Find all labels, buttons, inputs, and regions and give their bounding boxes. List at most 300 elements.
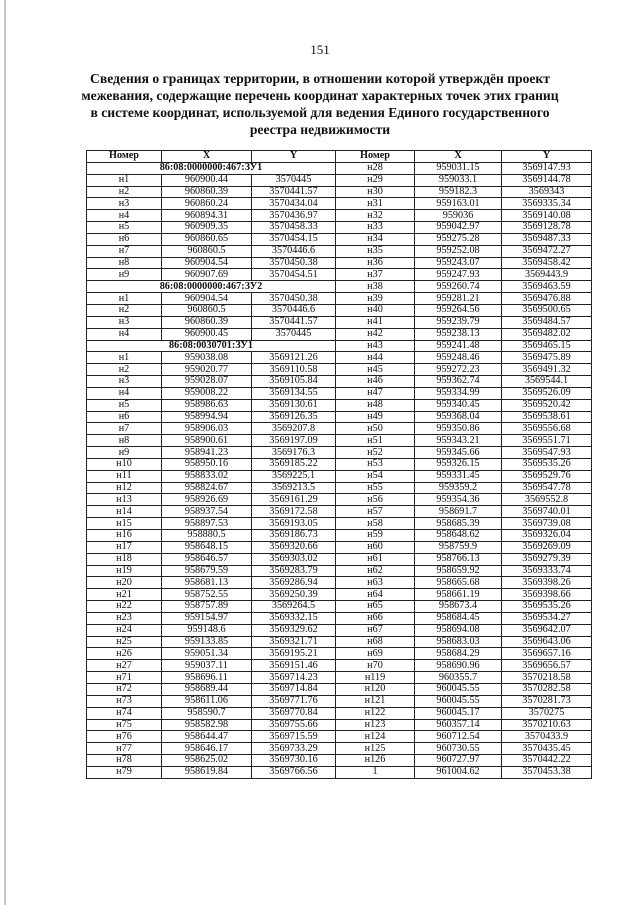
table-row [87, 293, 592, 305]
left-y-value: 3570445 [252, 174, 336, 186]
right-point-number: н121 [336, 695, 415, 707]
table-row [87, 482, 592, 494]
right-x-value: 959340.45 [415, 399, 502, 411]
table-row [87, 577, 592, 589]
left-x-value: 958648.15 [162, 541, 252, 553]
left-x-value: 958689.44 [162, 683, 252, 695]
scan-edge-line [4, 0, 6, 905]
section-cadastral-number: 86:08:0000000:467:ЗУ2 [87, 281, 336, 293]
left-x-value: 960860.5 [162, 304, 252, 316]
right-x-value: 959042.97 [415, 222, 502, 234]
left-point-number: н25 [87, 636, 162, 648]
right-y-value: 3569335.34 [502, 198, 592, 210]
left-x-value: 960900.44 [162, 174, 252, 186]
right-x-value: 960045.55 [415, 695, 502, 707]
table-row [87, 162, 592, 174]
left-y-value: 3569755.66 [252, 719, 336, 731]
right-y-value: 3569544.1 [502, 376, 592, 388]
left-y-value: 3569264.5 [252, 601, 336, 613]
right-y-value: 3569740.01 [502, 506, 592, 518]
right-x-value: 958684.45 [415, 612, 502, 624]
table-row [87, 636, 592, 648]
right-x-value: 959281.21 [415, 293, 502, 305]
header-y-right: Y [502, 151, 592, 163]
left-x-value: 960904.54 [162, 257, 252, 269]
table-row [87, 423, 592, 435]
coordinates-table [86, 150, 592, 779]
left-point-number: н5 [87, 222, 162, 234]
table-row [87, 316, 592, 328]
left-point-number: н7 [87, 245, 162, 257]
left-point-number: н19 [87, 565, 162, 577]
left-x-value: 958625.02 [162, 755, 252, 767]
left-y-value: 3570445 [252, 328, 336, 340]
document-title: Сведения о границах территории, в отношении которой утверждён проект межевания, содержащие перечень координат характерных точек этих границ в системе координат, используемой для ведения Единого государственного реестра недвижимости [81, 71, 559, 137]
right-x-value: 958665.68 [415, 577, 502, 589]
right-x-value: 959350.86 [415, 423, 502, 435]
right-y-value: 3569547.93 [502, 447, 592, 459]
right-y-value: 3569520.42 [502, 399, 592, 411]
table-row [87, 612, 592, 624]
left-point-number: н16 [87, 530, 162, 542]
right-x-value: 958659.92 [415, 565, 502, 577]
right-point-number: н52 [336, 447, 415, 459]
right-x-value: 958694.08 [415, 624, 502, 636]
right-x-value: 960045.55 [415, 683, 502, 695]
right-y-value: 3569556.68 [502, 423, 592, 435]
table-row [87, 601, 592, 613]
right-point-number: н61 [336, 553, 415, 565]
table-row [87, 530, 592, 542]
left-x-value: 958646.57 [162, 553, 252, 565]
right-x-value: 959331.45 [415, 470, 502, 482]
table-row [87, 506, 592, 518]
right-y-value: 3569739.08 [502, 518, 592, 530]
left-x-value: 958897.53 [162, 518, 252, 530]
right-y-value: 3569487.33 [502, 233, 592, 245]
left-point-number: н79 [87, 766, 162, 778]
table-row [87, 399, 592, 411]
right-y-value: 3569398.26 [502, 577, 592, 589]
left-y-value: 3569283.79 [252, 565, 336, 577]
right-y-value: 3569534.27 [502, 612, 592, 624]
right-x-value: 958673.4 [415, 601, 502, 613]
right-point-number: н47 [336, 387, 415, 399]
left-x-value: 960860.39 [162, 186, 252, 198]
right-x-value: 959182.3 [415, 186, 502, 198]
table-row [87, 387, 592, 399]
right-y-value: 3569140.08 [502, 210, 592, 222]
left-point-number: н9 [87, 269, 162, 281]
left-point-number: н4 [87, 210, 162, 222]
left-y-value: 3569286.94 [252, 577, 336, 589]
header-y-left: Y [252, 151, 336, 163]
header-x-left: X [162, 151, 252, 163]
right-x-value: 959260.74 [415, 281, 502, 293]
right-y-value: 3569476.88 [502, 293, 592, 305]
right-y-value: 3570282.58 [502, 683, 592, 695]
left-point-number: н9 [87, 447, 162, 459]
left-y-value: 3570441.57 [252, 186, 336, 198]
header-number-right: Номер [336, 151, 415, 163]
left-y-value: 3569225.1 [252, 470, 336, 482]
table-row [87, 494, 592, 506]
right-x-value: 959031.15 [415, 162, 502, 174]
right-y-value: 3569491.32 [502, 364, 592, 376]
right-y-value: 3569526.09 [502, 387, 592, 399]
table-row [87, 304, 592, 316]
left-x-value: 958619.84 [162, 766, 252, 778]
table-body [87, 162, 592, 778]
table-row [87, 352, 592, 364]
left-point-number: н7 [87, 423, 162, 435]
left-y-value: 3569771.76 [252, 695, 336, 707]
right-x-value: 959243.07 [415, 257, 502, 269]
right-x-value: 958684.29 [415, 648, 502, 660]
right-point-number: н60 [336, 541, 415, 553]
table-row [87, 447, 592, 459]
right-point-number: н70 [336, 660, 415, 672]
left-point-number: н17 [87, 541, 162, 553]
right-x-value: 959368.04 [415, 411, 502, 423]
right-point-number: н37 [336, 269, 415, 281]
right-point-number: н40 [336, 304, 415, 316]
table-row [87, 233, 592, 245]
right-x-value: 959036 [415, 210, 502, 222]
left-point-number: н22 [87, 601, 162, 613]
table-row [87, 222, 592, 234]
right-point-number: н63 [336, 577, 415, 589]
section-cadastral-number: 86:08:0030701:ЗУ1 [87, 340, 336, 352]
right-y-value: 3569500.65 [502, 304, 592, 316]
right-point-number: н44 [336, 352, 415, 364]
left-point-number: н77 [87, 743, 162, 755]
table-row [87, 364, 592, 376]
right-point-number: н119 [336, 672, 415, 684]
left-x-value: 958681.13 [162, 577, 252, 589]
left-point-number: н3 [87, 198, 162, 210]
right-point-number: н55 [336, 482, 415, 494]
table-row [87, 648, 592, 660]
left-point-number: н78 [87, 755, 162, 767]
right-y-value: 3569643.06 [502, 636, 592, 648]
right-y-value: 3569326.04 [502, 530, 592, 542]
right-y-value: 3569551.71 [502, 435, 592, 447]
left-point-number: н3 [87, 376, 162, 388]
right-point-number: н35 [336, 245, 415, 257]
table-row [87, 198, 592, 210]
right-point-number: н67 [336, 624, 415, 636]
right-point-number: н123 [336, 719, 415, 731]
left-y-value: 3569207.8 [252, 423, 336, 435]
left-y-value: 3569321.71 [252, 636, 336, 648]
left-x-value: 958941.23 [162, 447, 252, 459]
right-y-value: 3569482.02 [502, 328, 592, 340]
right-x-value: 959264.56 [415, 304, 502, 316]
right-x-value: 958766.13 [415, 553, 502, 565]
table-row [87, 660, 592, 672]
left-y-value: 3569121.26 [252, 352, 336, 364]
table-row [87, 340, 592, 352]
right-x-value: 959343.21 [415, 435, 502, 447]
right-point-number: н65 [336, 601, 415, 613]
right-point-number: н45 [336, 364, 415, 376]
right-x-value: 959362.74 [415, 376, 502, 388]
right-y-value: 3569535.26 [502, 458, 592, 470]
right-x-value: 959033.1 [415, 174, 502, 186]
left-y-value: 3569110.58 [252, 364, 336, 376]
left-point-number: н15 [87, 518, 162, 530]
right-point-number: н34 [336, 233, 415, 245]
left-x-value: 959038.08 [162, 352, 252, 364]
right-x-value: 960730.55 [415, 743, 502, 755]
right-y-value: 3569552.8 [502, 494, 592, 506]
right-x-value: 961004.62 [415, 766, 502, 778]
right-point-number: н50 [336, 423, 415, 435]
left-point-number: н11 [87, 470, 162, 482]
right-x-value: 958648.62 [415, 530, 502, 542]
left-x-value: 959051.34 [162, 648, 252, 660]
left-y-value: 3569303.02 [252, 553, 336, 565]
right-point-number: н36 [336, 257, 415, 269]
left-x-value: 960860.65 [162, 233, 252, 245]
right-y-value: 3569535.26 [502, 601, 592, 613]
table-header-row [87, 151, 592, 163]
right-x-value: 959241.48 [415, 340, 502, 352]
right-x-value: 959163.01 [415, 198, 502, 210]
right-point-number: н62 [336, 565, 415, 577]
right-x-value: 958683.03 [415, 636, 502, 648]
table-row [87, 695, 592, 707]
header-number-left: Номер [87, 151, 162, 163]
left-x-value: 958582.98 [162, 719, 252, 731]
table-row [87, 174, 592, 186]
left-x-value: 958937.54 [162, 506, 252, 518]
right-y-value: 3569279.39 [502, 553, 592, 565]
table-row [87, 435, 592, 447]
left-y-value: 3569250.39 [252, 589, 336, 601]
right-y-value: 3569529.76 [502, 470, 592, 482]
left-y-value: 3570436.97 [252, 210, 336, 222]
left-x-value: 958679.59 [162, 565, 252, 577]
table-row [87, 281, 592, 293]
left-y-value: 3569105.84 [252, 376, 336, 388]
left-point-number: н14 [87, 506, 162, 518]
left-x-value: 960894.31 [162, 210, 252, 222]
table-row [87, 731, 592, 743]
right-point-number: н64 [336, 589, 415, 601]
right-y-value: 3570433.9 [502, 731, 592, 743]
left-y-value: 3569176.3 [252, 447, 336, 459]
left-point-number: н4 [87, 328, 162, 340]
right-point-number: н51 [336, 435, 415, 447]
left-point-number: н8 [87, 435, 162, 447]
left-point-number: н1 [87, 174, 162, 186]
right-point-number: н53 [336, 458, 415, 470]
left-x-value: 958757.89 [162, 601, 252, 613]
table-row [87, 743, 592, 755]
table-row [87, 376, 592, 388]
right-x-value: 959238.13 [415, 328, 502, 340]
left-x-value: 960900.45 [162, 328, 252, 340]
left-x-value: 958926.69 [162, 494, 252, 506]
right-y-value: 3570453.38 [502, 766, 592, 778]
table-row [87, 707, 592, 719]
left-point-number: н4 [87, 387, 162, 399]
left-point-number: н13 [87, 494, 162, 506]
left-x-value: 960909.35 [162, 222, 252, 234]
table-row [87, 328, 592, 340]
left-x-value: 959037.11 [162, 660, 252, 672]
right-y-value: 3569269.09 [502, 541, 592, 553]
table-row [87, 683, 592, 695]
right-x-value: 959248.46 [415, 352, 502, 364]
table-row [87, 518, 592, 530]
left-point-number: н71 [87, 672, 162, 684]
left-y-value: 3569185.22 [252, 458, 336, 470]
left-point-number: н6 [87, 233, 162, 245]
right-x-value: 959247.93 [415, 269, 502, 281]
right-x-value: 960357.14 [415, 719, 502, 731]
table-row [87, 245, 592, 257]
right-x-value: 959334.99 [415, 387, 502, 399]
left-y-value: 3570454.15 [252, 233, 336, 245]
left-point-number: н1 [87, 293, 162, 305]
right-x-value: 958661.19 [415, 589, 502, 601]
left-point-number: н2 [87, 186, 162, 198]
right-point-number: н43 [336, 340, 415, 352]
table-row [87, 269, 592, 281]
right-y-value: 3569642.07 [502, 624, 592, 636]
table-row [87, 766, 592, 778]
left-point-number: н6 [87, 411, 162, 423]
left-x-value: 958986.63 [162, 399, 252, 411]
left-y-value: 3570450.38 [252, 293, 336, 305]
left-y-value: 3570454.51 [252, 269, 336, 281]
right-point-number: н46 [336, 376, 415, 388]
left-x-value: 960860.39 [162, 316, 252, 328]
left-point-number: н24 [87, 624, 162, 636]
left-y-value: 3569186.73 [252, 530, 336, 542]
right-x-value: 959239.79 [415, 316, 502, 328]
left-x-value: 959148.6 [162, 624, 252, 636]
left-y-value: 3569332.15 [252, 612, 336, 624]
left-point-number: н8 [87, 257, 162, 269]
table-row [87, 624, 592, 636]
left-point-number: н20 [87, 577, 162, 589]
right-y-value: 3570435.45 [502, 743, 592, 755]
left-x-value: 958994.94 [162, 411, 252, 423]
right-y-value: 3569343 [502, 186, 592, 198]
left-point-number: н3 [87, 316, 162, 328]
table-row [87, 565, 592, 577]
left-y-value: 3569329.62 [252, 624, 336, 636]
left-x-value: 960860.24 [162, 198, 252, 210]
right-point-number: н124 [336, 731, 415, 743]
left-x-value: 958590.7 [162, 707, 252, 719]
left-y-value: 3569126.35 [252, 411, 336, 423]
left-x-value: 960860.5 [162, 245, 252, 257]
right-y-value: 3569656.57 [502, 660, 592, 672]
right-y-value: 3569333.74 [502, 565, 592, 577]
right-y-value: 3569458.42 [502, 257, 592, 269]
left-x-value: 958696.11 [162, 672, 252, 684]
left-point-number: н75 [87, 719, 162, 731]
left-point-number: н12 [87, 482, 162, 494]
table-row [87, 458, 592, 470]
left-y-value: 3569715.59 [252, 731, 336, 743]
left-point-number: н26 [87, 648, 162, 660]
table-row [87, 541, 592, 553]
right-x-value: 959252.08 [415, 245, 502, 257]
left-x-value: 958752.55 [162, 589, 252, 601]
left-x-value: 960907.69 [162, 269, 252, 281]
right-y-value: 3569463.59 [502, 281, 592, 293]
right-point-number: н29 [336, 174, 415, 186]
right-point-number: н69 [336, 648, 415, 660]
right-y-value: 3569547.78 [502, 482, 592, 494]
left-x-value: 959020.77 [162, 364, 252, 376]
left-point-number: н76 [87, 731, 162, 743]
left-x-value: 958644.47 [162, 731, 252, 743]
left-point-number: н18 [87, 553, 162, 565]
right-x-value: 959359.2 [415, 482, 502, 494]
left-x-value: 958900.61 [162, 435, 252, 447]
right-point-number: н59 [336, 530, 415, 542]
left-y-value: 3569134.55 [252, 387, 336, 399]
right-point-number: н31 [336, 198, 415, 210]
right-y-value: 3570281.73 [502, 695, 592, 707]
left-y-value: 3569766.56 [252, 766, 336, 778]
left-y-value: 3569714.23 [252, 672, 336, 684]
left-y-value: 3569193.05 [252, 518, 336, 530]
table-row [87, 553, 592, 565]
table-row [87, 755, 592, 767]
right-x-value: 958691.7 [415, 506, 502, 518]
right-y-value: 3569657.16 [502, 648, 592, 660]
left-point-number: н72 [87, 683, 162, 695]
left-point-number: н10 [87, 458, 162, 470]
left-point-number: н5 [87, 399, 162, 411]
right-y-value: 3570218.58 [502, 672, 592, 684]
right-point-number: н39 [336, 293, 415, 305]
table-row [87, 719, 592, 731]
left-point-number: н2 [87, 364, 162, 376]
right-y-value: 3570275 [502, 707, 592, 719]
left-x-value: 958906.03 [162, 423, 252, 435]
right-point-number: н48 [336, 399, 415, 411]
right-x-value: 960712.54 [415, 731, 502, 743]
left-x-value: 958833.02 [162, 470, 252, 482]
left-x-value: 959133.85 [162, 636, 252, 648]
right-point-number: н125 [336, 743, 415, 755]
right-point-number: 1 [336, 766, 415, 778]
right-x-value: 958685.39 [415, 518, 502, 530]
right-point-number: н33 [336, 222, 415, 234]
table-row [87, 210, 592, 222]
right-x-value: 959326.15 [415, 458, 502, 470]
left-point-number: н27 [87, 660, 162, 672]
table-row [87, 411, 592, 423]
left-point-number: н74 [87, 707, 162, 719]
table-row [87, 470, 592, 482]
right-x-value: 959354.36 [415, 494, 502, 506]
right-x-value: 960355.7 [415, 672, 502, 684]
right-point-number: н120 [336, 683, 415, 695]
left-y-value: 3570446.6 [252, 304, 336, 316]
right-y-value: 3569443.9 [502, 269, 592, 281]
right-point-number: н42 [336, 328, 415, 340]
